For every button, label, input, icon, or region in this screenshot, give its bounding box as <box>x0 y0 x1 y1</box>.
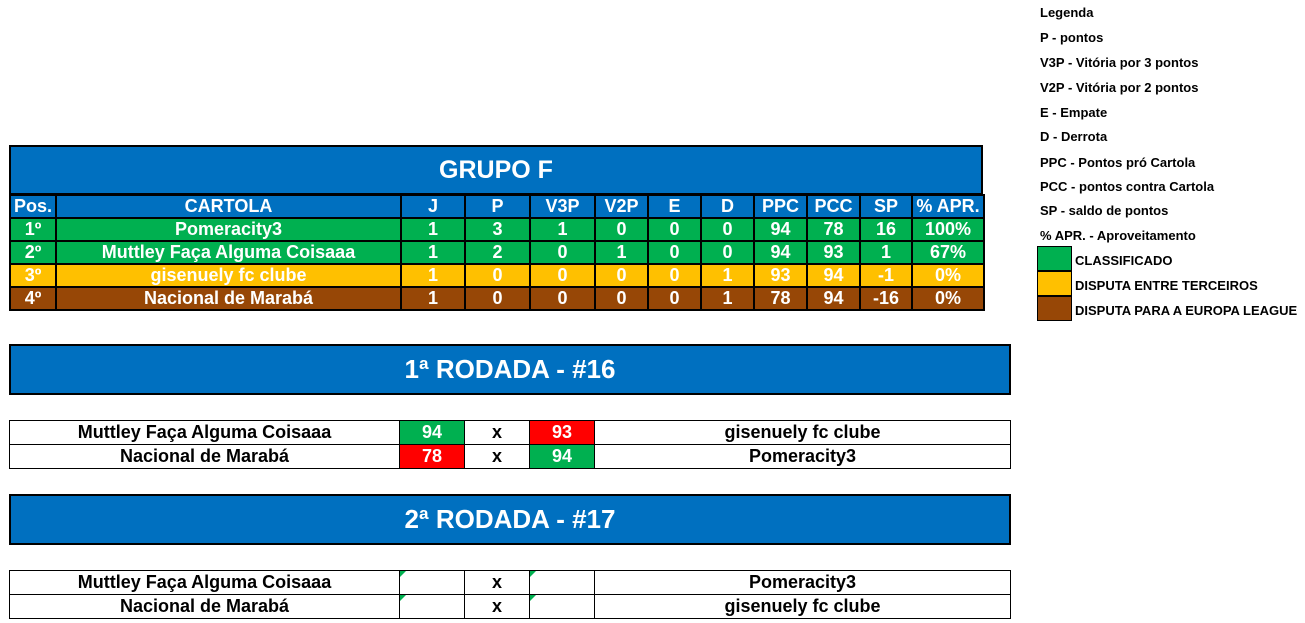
cell-ppc: 78 <box>754 287 807 310</box>
cell-v3p: 1 <box>530 218 595 241</box>
comment-marker-icon <box>400 571 406 577</box>
match-home-score[interactable]: 78 <box>400 445 465 469</box>
round-2-matches <box>9 570 1011 619</box>
cell-pcc: 94 <box>807 264 860 287</box>
comment-marker-icon <box>400 595 406 601</box>
cell-name: gisenuely fc clube <box>56 264 401 287</box>
round-2-title: 2ª RODADA - #17 <box>9 494 1011 545</box>
cell-name: Muttley Faça Alguma Coisaaa <box>56 241 401 264</box>
table-row <box>10 241 984 264</box>
match-away-score[interactable]: 93 <box>530 421 595 445</box>
cell-v2p: 0 <box>595 287 648 310</box>
cell-v2p: 1 <box>595 241 648 264</box>
cell-v3p: 0 <box>530 264 595 287</box>
legend-swatch-label: DISPUTA ENTRE TERCEIROS <box>1075 278 1258 293</box>
header-d: D <box>701 195 754 218</box>
cell-p: 0 <box>465 264 530 287</box>
cell-apr: 0% <box>912 264 984 287</box>
match-home-team: Muttley Faça Alguma Coisaaa <box>10 571 400 595</box>
cell-pos: 4º <box>10 287 56 310</box>
header-apr: % APR. <box>912 195 984 218</box>
cell-pcc: 94 <box>807 287 860 310</box>
header-pos: Pos. <box>10 195 56 218</box>
match-away-team: gisenuely fc clube <box>595 421 1011 445</box>
match-away-team: gisenuely fc clube <box>595 595 1011 619</box>
match-home-team: Muttley Faça Alguma Coisaaa <box>10 421 400 445</box>
cell-pos: 3º <box>10 264 56 287</box>
cell-pos: 1º <box>10 218 56 241</box>
cell-sp: 1 <box>860 241 912 264</box>
match-separator: x <box>465 421 530 445</box>
header-p: P <box>465 195 530 218</box>
cell-e: 0 <box>648 287 701 310</box>
comment-marker-icon <box>530 571 536 577</box>
cell-sp: -1 <box>860 264 912 287</box>
legend-swatch-classificado <box>1037 246 1072 271</box>
standings-header-row <box>10 195 984 218</box>
cell-ppc: 94 <box>754 241 807 264</box>
legend-item: E - Empate <box>1040 105 1108 120</box>
match-separator: x <box>465 445 530 469</box>
cell-v2p: 0 <box>595 264 648 287</box>
cell-v3p: 0 <box>530 241 595 264</box>
table-row <box>10 218 984 241</box>
cell-d: 0 <box>701 218 754 241</box>
cell-apr: 100% <box>912 218 984 241</box>
match-home-team: Nacional de Marabá <box>10 445 400 469</box>
match-home-score[interactable] <box>400 595 465 619</box>
group-title: GRUPO F <box>9 145 983 195</box>
round-1-matches <box>9 420 1011 469</box>
cell-sp: -16 <box>860 287 912 310</box>
legend-item: P - pontos <box>1040 30 1104 45</box>
table-row <box>10 287 984 310</box>
header-pcc: PCC <box>807 195 860 218</box>
cell-d: 1 <box>701 264 754 287</box>
match-row <box>10 421 1011 445</box>
cell-v2p: 0 <box>595 218 648 241</box>
match-away-score[interactable] <box>530 571 595 595</box>
cell-e: 0 <box>648 241 701 264</box>
legend-item: V3P - Vitória por 3 pontos <box>1040 55 1199 70</box>
legend-title: Legenda <box>1040 5 1094 20</box>
match-home-score[interactable] <box>400 571 465 595</box>
header-cartola: CARTOLA <box>56 195 401 218</box>
match-row <box>10 571 1011 595</box>
cell-j: 1 <box>401 264 465 287</box>
cell-d: 0 <box>701 241 754 264</box>
header-j: J <box>401 195 465 218</box>
cell-pcc: 93 <box>807 241 860 264</box>
match-row <box>10 595 1011 619</box>
cell-p: 2 <box>465 241 530 264</box>
cell-j: 1 <box>401 218 465 241</box>
cell-j: 1 <box>401 241 465 264</box>
match-away-team: Pomeracity3 <box>595 445 1011 469</box>
cell-v3p: 0 <box>530 287 595 310</box>
cell-apr: 0% <box>912 287 984 310</box>
legend-swatch-europa <box>1037 296 1072 321</box>
cell-sp: 16 <box>860 218 912 241</box>
cell-j: 1 <box>401 287 465 310</box>
match-home-team: Nacional de Marabá <box>10 595 400 619</box>
legend-item: D - Derrota <box>1040 129 1108 144</box>
header-ppc: PPC <box>754 195 807 218</box>
legend-item: V2P - Vitória por 2 pontos <box>1040 80 1199 95</box>
match-separator: x <box>465 571 530 595</box>
comment-marker-icon <box>530 595 536 601</box>
header-v2p: V2P <box>595 195 648 218</box>
cell-e: 0 <box>648 264 701 287</box>
legend-item: PPC - Pontos pró Cartola <box>1040 155 1196 170</box>
cell-d: 1 <box>701 287 754 310</box>
cell-ppc: 93 <box>754 264 807 287</box>
cell-pos: 2º <box>10 241 56 264</box>
standings-table <box>9 194 985 311</box>
legend-swatch-terceiros <box>1037 271 1072 296</box>
match-away-team: Pomeracity3 <box>595 571 1011 595</box>
legend-item: % APR. - Aproveitamento <box>1040 228 1196 243</box>
match-separator: x <box>465 595 530 619</box>
cell-p: 3 <box>465 218 530 241</box>
header-sp: SP <box>860 195 912 218</box>
legend-swatch-label: DISPUTA PARA A EUROPA LEAGUE <box>1075 303 1298 318</box>
cell-p: 0 <box>465 287 530 310</box>
cell-e: 0 <box>648 218 701 241</box>
legend-swatch-label: CLASSIFICADO <box>1075 253 1173 268</box>
header-e: E <box>648 195 701 218</box>
header-v3p: V3P <box>530 195 595 218</box>
cell-name: Pomeracity3 <box>56 218 401 241</box>
table-row <box>10 264 984 287</box>
match-away-score[interactable] <box>530 595 595 619</box>
match-row <box>10 445 1011 469</box>
cell-ppc: 94 <box>754 218 807 241</box>
round-1-title: 1ª RODADA - #16 <box>9 344 1011 395</box>
legend-item: PCC - pontos contra Cartola <box>1040 179 1215 194</box>
cell-apr: 67% <box>912 241 984 264</box>
cell-pcc: 78 <box>807 218 860 241</box>
legend-item: SP - saldo de pontos <box>1040 203 1169 218</box>
cell-name: Nacional de Marabá <box>56 287 401 310</box>
match-home-score[interactable]: 94 <box>400 421 465 445</box>
match-away-score[interactable]: 94 <box>530 445 595 469</box>
